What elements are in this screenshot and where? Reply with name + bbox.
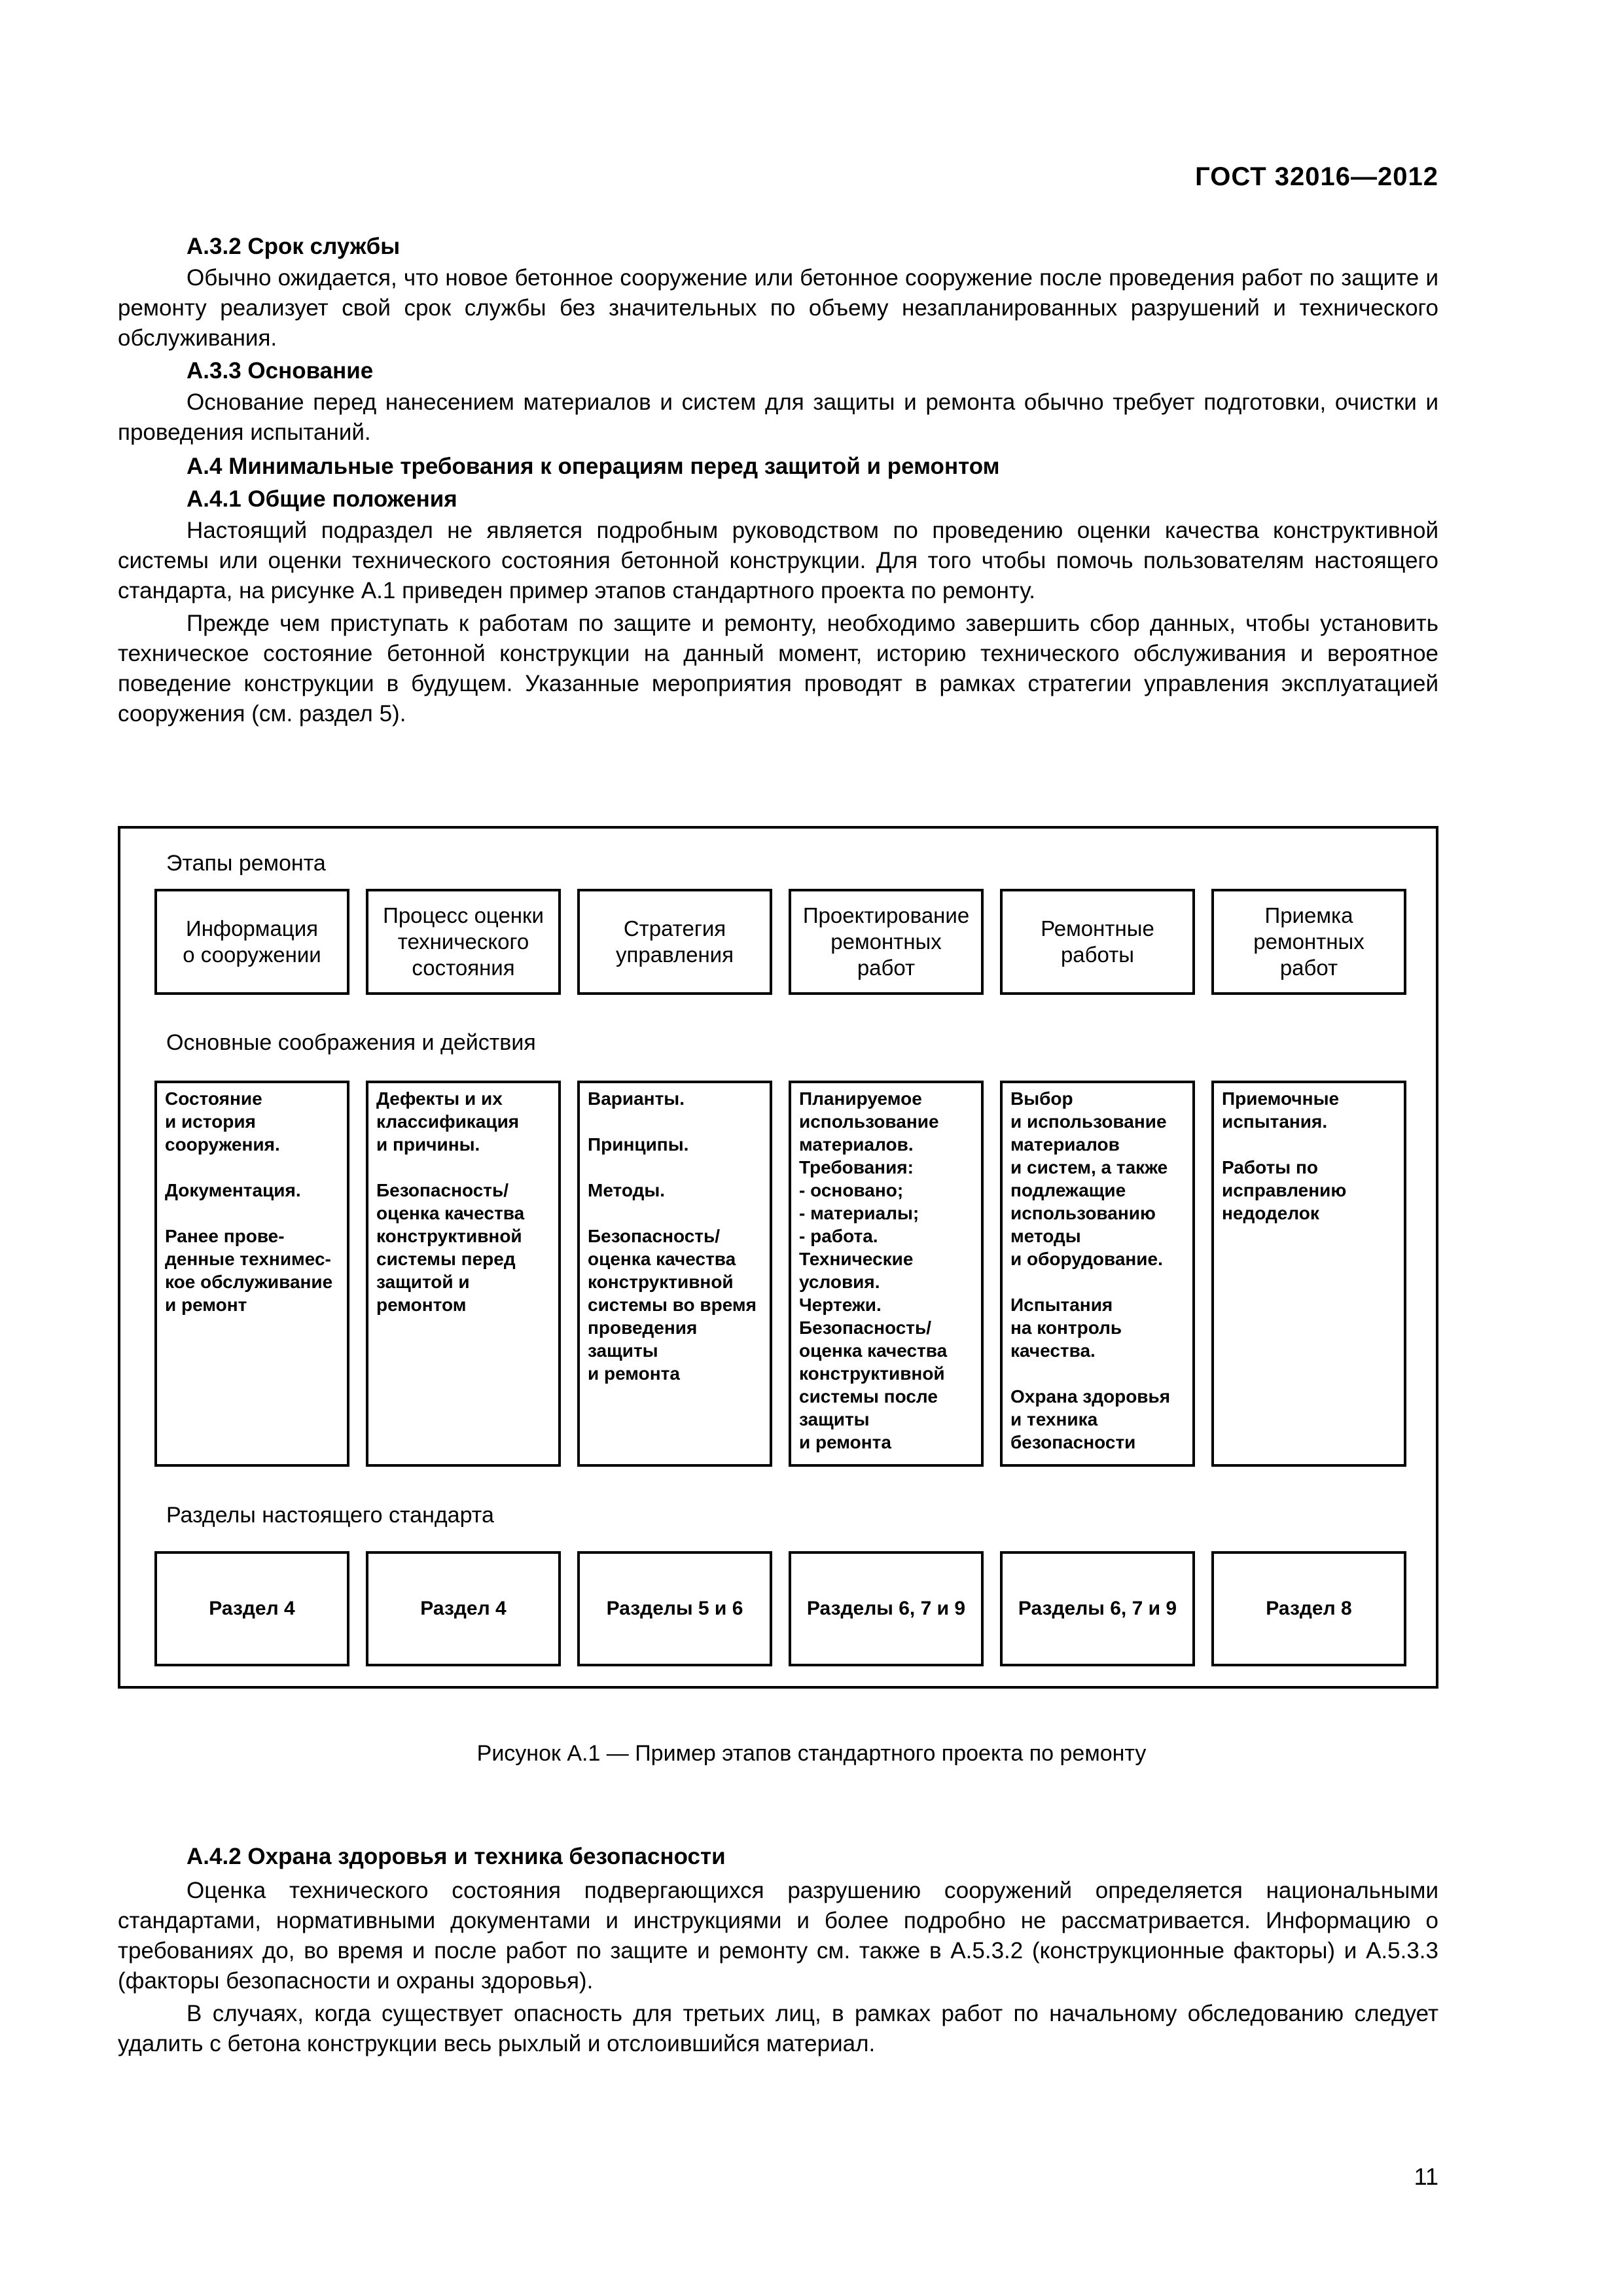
- box-line: использованию: [1010, 1203, 1156, 1223]
- action-box: [789, 1081, 984, 1467]
- section-box: Раздел 8: [1211, 1551, 1406, 1666]
- actions-label: Основные соображения и действия: [166, 1030, 536, 1055]
- box-line: и ремонта: [799, 1432, 891, 1452]
- box-line: [1010, 1362, 1185, 1385]
- box-line: [165, 1156, 339, 1179]
- box-line: системы во время: [588, 1295, 757, 1315]
- lower-text-block: [118, 1840, 1438, 2059]
- box-line: Принципы.: [588, 1134, 689, 1155]
- action-box: [1211, 1081, 1406, 1467]
- stage-text: [803, 903, 969, 981]
- box-line: [1222, 1133, 1396, 1156]
- box-line: конструктивной: [799, 1363, 945, 1384]
- stage-line: о сооружении: [183, 942, 321, 967]
- stage-box: [1000, 889, 1195, 995]
- box-line: методы: [1010, 1226, 1081, 1246]
- section-a42-text2: В случаях, когда существует опасность для третьих лиц, в рамках работ по начальному обследованию следует удалить с бетона конструкции весь рыхлый и отслоившийся материал.: [118, 2001, 1438, 2056]
- box-line: Варианты.: [588, 1088, 685, 1109]
- box-line: и систем, а также: [1010, 1157, 1168, 1177]
- box-line: сооружения.: [165, 1134, 280, 1155]
- box-line: Безопасность/: [376, 1180, 509, 1200]
- box-line: Ранее прове-: [165, 1226, 285, 1246]
- box-line: и техника: [1010, 1409, 1098, 1429]
- box-line: на контроль: [1010, 1318, 1122, 1338]
- box-line: - работа.: [799, 1226, 878, 1246]
- box-line: кое обслуживание: [165, 1272, 333, 1292]
- box-line: подлежащие: [1010, 1180, 1126, 1200]
- section-a42-title: А.4.2 Охрана здоровья и техника безопасности: [187, 1844, 726, 1869]
- box-line: условия.: [799, 1272, 880, 1292]
- box-line: безопасности: [1010, 1432, 1136, 1452]
- stage-line: ремонтных: [1253, 929, 1364, 954]
- box-line: Методы.: [588, 1180, 666, 1200]
- box-line: и ремонт: [165, 1295, 247, 1315]
- box-line: материалов.: [799, 1134, 914, 1155]
- sections-label: Разделы настоящего стандарта: [166, 1503, 494, 1528]
- box-line: денные технимес-: [165, 1249, 331, 1269]
- box-line: защиты: [588, 1340, 658, 1361]
- box-line: Работы по: [1222, 1157, 1318, 1177]
- stage-line: работ: [857, 956, 916, 980]
- stage-box: [154, 889, 349, 995]
- box-line: и использование: [1010, 1111, 1167, 1132]
- box-line: Дефекты и их: [376, 1088, 503, 1109]
- box-line: испытания.: [1222, 1111, 1328, 1132]
- box-line: Состояние: [165, 1088, 262, 1109]
- upper-text-block: [118, 230, 1438, 729]
- stage-text: [616, 916, 734, 968]
- box-line: оценка качества: [376, 1203, 525, 1223]
- stage-line: ремонтных: [830, 929, 942, 954]
- stage-line: работ: [1279, 956, 1338, 980]
- box-line: [588, 1202, 762, 1225]
- box-line: ремонтом: [376, 1295, 467, 1315]
- box-line: Планируемое: [799, 1088, 922, 1109]
- stage-line: Проектирование: [802, 903, 970, 927]
- section-a41-text2: Прежде чем приступать к работам по защите и ремонту, необходимо завершить сбор данных, чтобы установить техническое состояние бетонной конструкции на данный момент, историю технического обслуживания и вероятное поведение конструкции в будущем. Указанные мероприятия проводят в рамках стратегии управления эксплуатацией сооружения (см. раздел 5).: [118, 611, 1438, 726]
- box-line: [165, 1202, 339, 1225]
- stage-box: [1211, 889, 1406, 995]
- section-a333-title: А.3.3 Основание: [187, 358, 374, 384]
- box-line: недоделок: [1222, 1203, 1319, 1223]
- box-line: проведения: [588, 1318, 698, 1338]
- section-a42-text1: Оценка технического состояния подвергающихся разрушению сооружений определяется национальными стандартами, нормативными документами и инструкциями и более подробно не рассматривается. Информацию о требованиях до, во время и после работ по защите и ремонту см. также в А.5.3.2 (конструкционные факторы) и А.5.3.3 (факторы безопасности и охраны здоровья).: [118, 1878, 1438, 1994]
- box-line: Охрана здоровья: [1010, 1386, 1171, 1407]
- box-line: Испытания: [1010, 1295, 1113, 1315]
- box-line: [588, 1156, 762, 1179]
- box-line: конструктивной: [376, 1226, 522, 1246]
- box-line: Документация.: [165, 1180, 301, 1200]
- box-line: и оборудование.: [1010, 1249, 1163, 1269]
- stage-line: состояния: [412, 956, 515, 980]
- section-box: Разделы 6, 7 и 9: [1000, 1551, 1195, 1666]
- stage-line: Процесс оценки: [383, 903, 544, 927]
- box-line: оценка качества: [588, 1249, 736, 1269]
- box-line: [588, 1110, 762, 1133]
- box-line: - материалы;: [799, 1203, 919, 1223]
- stage-line: управления: [616, 942, 734, 967]
- action-box: [1000, 1081, 1195, 1467]
- section-a41-title: А.4.1 Общие положения: [187, 486, 457, 512]
- box-line: Технические: [799, 1249, 914, 1269]
- box-line: системы перед: [376, 1249, 516, 1269]
- action-box: [154, 1081, 349, 1467]
- section-box: Разделы 5 и 6: [577, 1551, 772, 1666]
- section-box: Раздел 4: [154, 1551, 349, 1666]
- section-a332-text: Обычно ожидается, что новое бетонное сооружение или бетонное сооружение после проведения работ по защите и ремонту реализует свой срок службы без значительных по объему незапланированных разрушений и технического обслуживания.: [118, 265, 1438, 351]
- stage-text: [383, 903, 544, 981]
- stage-line: Приемка: [1264, 903, 1353, 927]
- stage-line: Ремонтные: [1041, 916, 1154, 941]
- action-box: [577, 1081, 772, 1467]
- action-box: [366, 1081, 561, 1467]
- section-a4-title: А.4 Минимальные требования к операциям перед защитой и ремонтом: [187, 454, 1000, 479]
- box-line: исправлению: [1222, 1180, 1347, 1200]
- section-box: Раздел 4: [366, 1551, 561, 1666]
- page-number: 11: [1414, 2163, 1438, 2190]
- box-line: качества.: [1010, 1340, 1096, 1361]
- section-box: Разделы 6, 7 и 9: [789, 1551, 984, 1666]
- box-line: [376, 1156, 550, 1179]
- box-line: Приемочные: [1222, 1088, 1340, 1109]
- stage-text: [183, 916, 321, 968]
- box-line: защиты: [799, 1409, 870, 1429]
- box-line: Безопасность/: [588, 1226, 721, 1246]
- box-line: Безопасность/: [799, 1318, 932, 1338]
- box-line: Выбор: [1010, 1088, 1073, 1109]
- stage-box: [789, 889, 984, 995]
- box-line: оценка качества: [799, 1340, 948, 1361]
- stage-box: [577, 889, 772, 995]
- repair-stages-figure: [118, 826, 1438, 1689]
- box-line: использование: [799, 1111, 939, 1132]
- box-line: защитой и: [376, 1272, 470, 1292]
- section-a332-title: А.3.2 Срок службы: [187, 234, 401, 259]
- box-line: и история: [165, 1111, 256, 1132]
- box-line: и ремонта: [588, 1363, 680, 1384]
- box-line: и причины.: [376, 1134, 480, 1155]
- box-line: Требования:: [799, 1157, 914, 1177]
- box-line: Чертежи.: [799, 1295, 882, 1315]
- box-line: - основано;: [799, 1180, 904, 1200]
- stage-text: [1041, 916, 1154, 968]
- box-line: [1010, 1270, 1185, 1293]
- figure-caption: Рисунок А.1 — Пример этапов стандартного проекта по ремонту: [476, 1741, 1147, 1766]
- stage-box: [366, 889, 561, 995]
- stage-line: технического: [397, 929, 529, 954]
- section-a41-text1: Настоящий подраздел не является подробным руководством по проведению оценки качества конструктивной системы или оценки технического состояния бетонной конструкции. Для того чтобы помочь пользователям настоящего стандарта, на рисунке А.1 приведен пример этапов стандартного проекта по ремонту.: [118, 518, 1438, 603]
- box-line: системы после: [799, 1386, 938, 1407]
- box-line: материалов: [1010, 1134, 1120, 1155]
- box-line: конструктивной: [588, 1272, 734, 1292]
- section-a333-text: Основание перед нанесением материалов и систем для защиты и ремонта обычно требует подготовки, очистки и проведения испытаний.: [118, 389, 1438, 445]
- stage-line: Информация: [185, 916, 319, 941]
- box-line: классификация: [376, 1111, 520, 1132]
- standard-code: ГОСТ 32016—2012: [1195, 162, 1438, 191]
- stage-text: [1253, 903, 1364, 981]
- stages-label: Этапы ремонта: [166, 851, 326, 876]
- stage-line: Стратегия: [623, 916, 726, 941]
- stage-line: работы: [1060, 942, 1135, 967]
